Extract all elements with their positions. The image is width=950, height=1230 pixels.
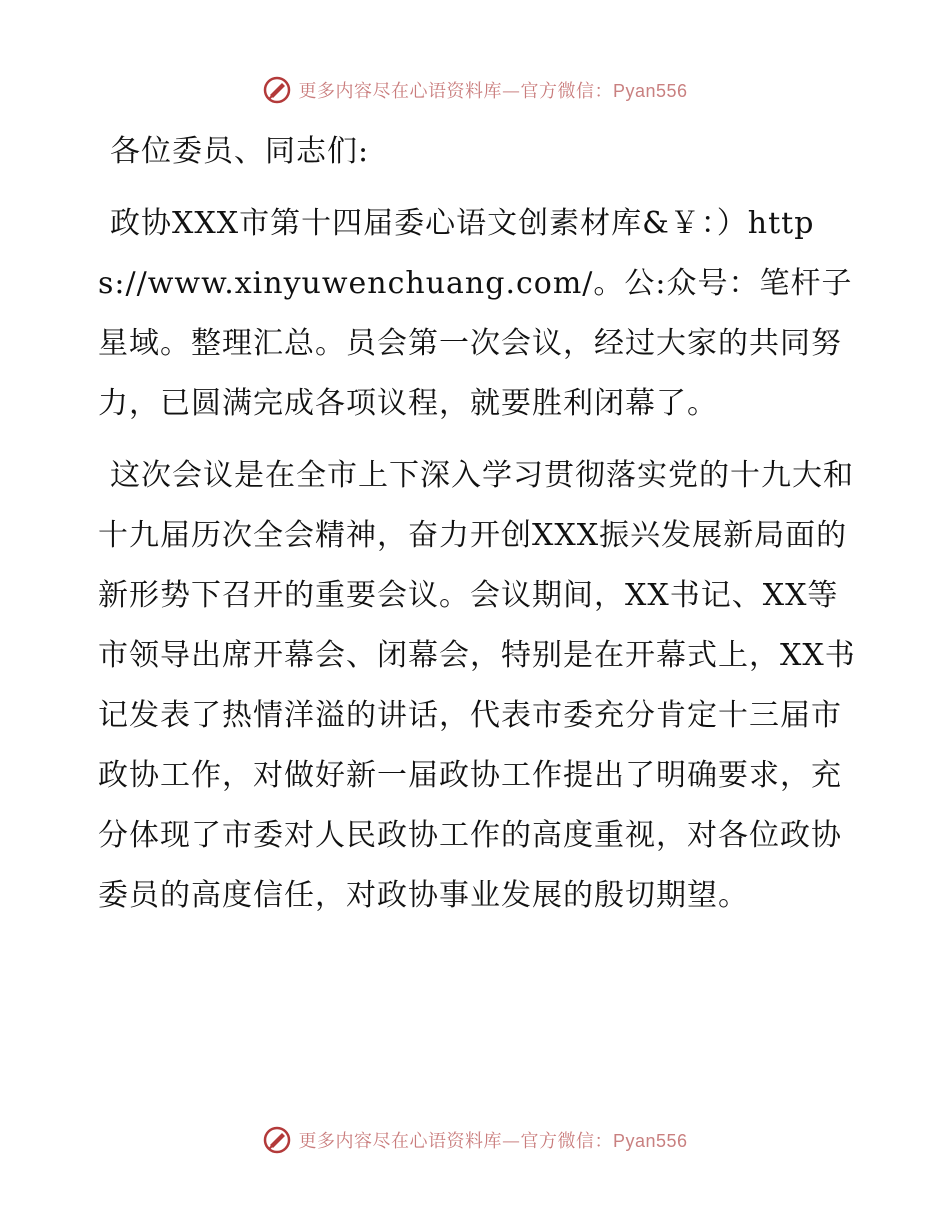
watermark-wechat-id: Pyan556 bbox=[612, 1131, 688, 1151]
watermark-main: 更多内容尽在心语资料库 bbox=[298, 81, 502, 102]
watermark-wechat-id: Pyan556 bbox=[612, 81, 688, 101]
document-body bbox=[98, 122, 858, 938]
logo-icon bbox=[262, 1125, 292, 1155]
watermark-separator: — bbox=[501, 81, 521, 102]
salutation: 各位委员、同志们: bbox=[110, 134, 370, 169]
watermark-label: 官方微信： bbox=[520, 1131, 613, 1152]
paragraph-1: 政协XXX市第十四届委心语文创素材库&￥：）https://www.xinyuwenchuang.com/。公:众号：笔杆子星域。整理汇总。员会第一次会议，经过大家的共同努力，已圆满完成各项议程，就要胜利闭幕了。 bbox=[98, 206, 853, 421]
paragraph-2: 这次会议是在全市上下深入学习贯彻落实党的十九大和十九届历次全会精神，奋力开创XXX振兴发展新局面的新形势下召开的重要会议。会议期间，XX书记、XX等市领导出席开幕会、闭幕会，特别是在开幕式上，XX书记发表了热情洋溢的讲话，代表市委充分肯定十三届市政协工作，对做好新一届政协工作提出了明确要求，充分体现了市委对人民政协工作的高度重视，对各位政协委员的高度信任，对政协事业发展的殷切期望。 bbox=[98, 458, 856, 913]
watermark-separator: — bbox=[501, 1131, 521, 1152]
watermark-label: 官方微信： bbox=[520, 81, 613, 102]
header-watermark bbox=[0, 70, 950, 110]
watermark-main: 更多内容尽在心语资料库 bbox=[298, 1131, 502, 1152]
watermark-text bbox=[298, 1127, 687, 1153]
watermark-text bbox=[298, 77, 687, 103]
logo-icon bbox=[262, 75, 292, 105]
footer-watermark bbox=[0, 1120, 950, 1160]
